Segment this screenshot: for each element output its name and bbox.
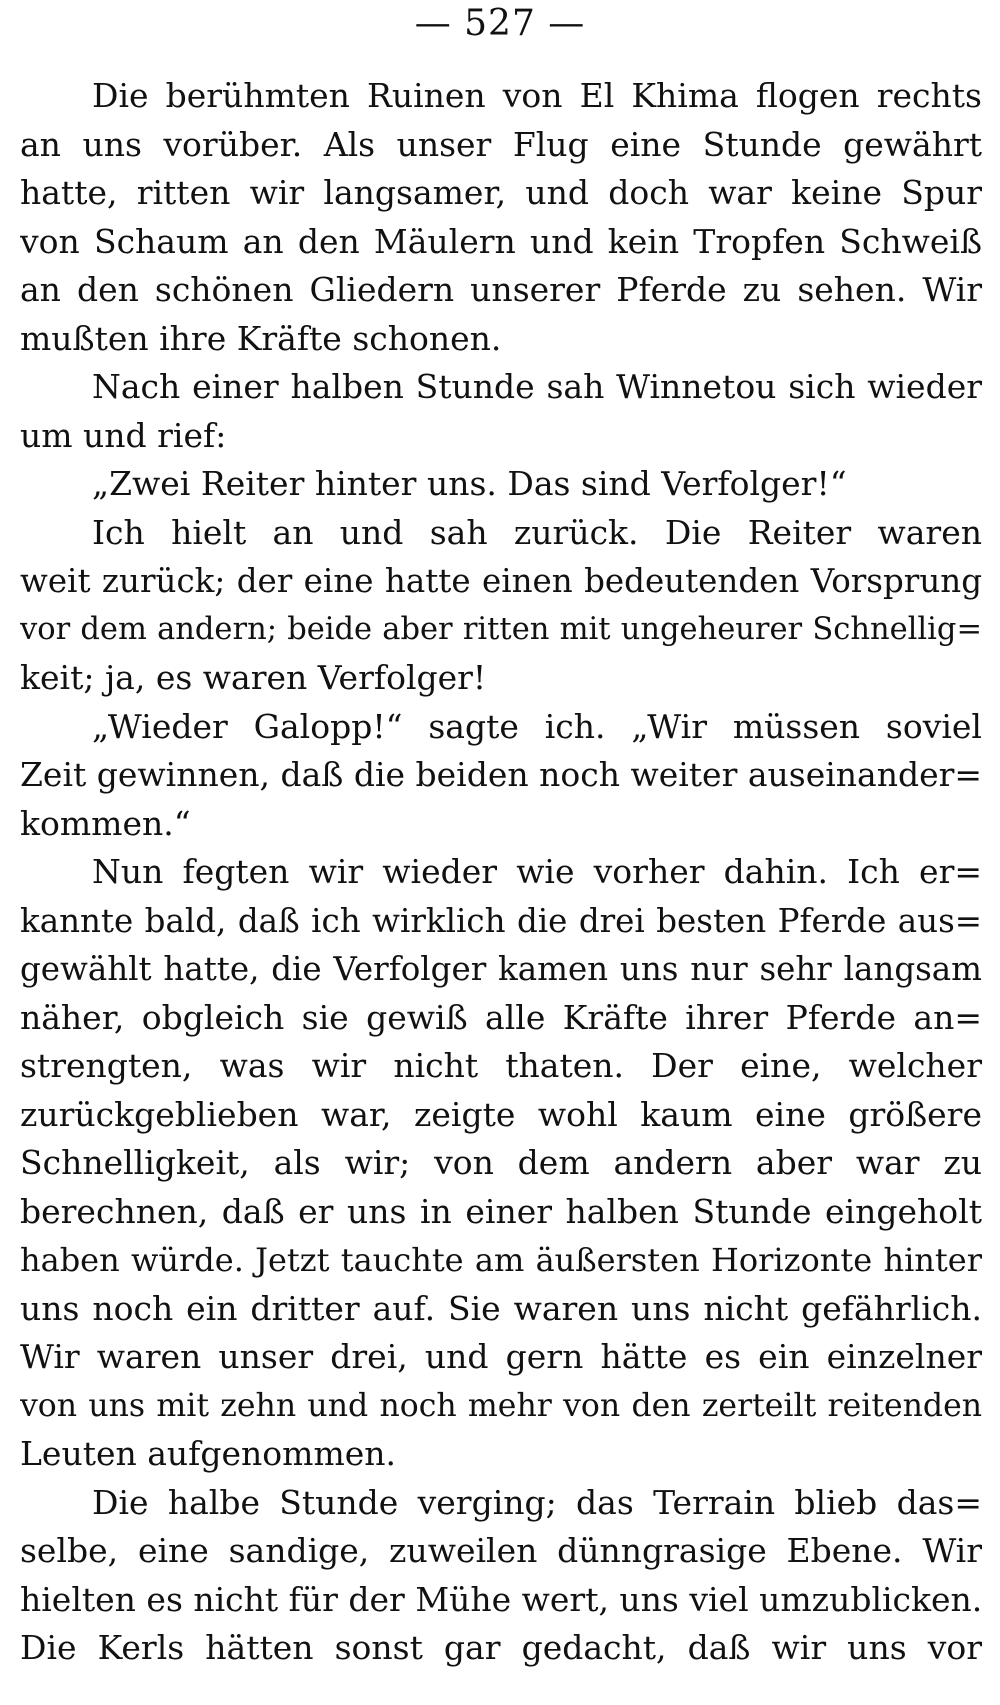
text-line: mußten ihre Kräfte schonen. [20,318,502,358]
body-text [20,72,982,1673]
text-line: Die Kerls hätten sonst gar gedacht, daß wir uns vor [20,1628,982,1667]
text-line: von Schaum an den Mäulern und kein Tropfen Schweiß [20,221,982,261]
page-number: — 527 — [414,3,586,44]
text-line: zurückgeblieben war, zeigte wohl kaum eine größere [20,1094,982,1134]
text-line: Schnelligkeit, als wir; von dem andern aber war zu [20,1143,982,1182]
text-line: uns noch ein dritter auf. Sie waren uns nicht gefährlich. [20,1288,982,1328]
text-line: berechnen, daß er uns in einer halben Stunde eingeholt [20,1191,982,1231]
text-line: „Zwei Reiter hinter uns. Das sind Verfolger!“ [92,464,847,503]
text-line: selbe, eine sandige, zuweilen dünngrasige Ebene. Wir [20,1531,982,1570]
text-line: kannte bald, daß ich wirklich die drei besten Pferde aus= [20,901,982,940]
text-line: um und rief: [20,415,227,455]
text-line: von uns mit zehn und noch mehr von den zerteilt reitenden [20,1387,982,1424]
text-line: weit zurück; der eine hatte einen bedeutenden Vorsprung [20,562,982,600]
text-line: hielten es nicht für der Mühe wert, uns viel umzublicken. [20,1579,982,1619]
text-line: näher, obgleich sie gewiß alle Kräfte ihrer Pferde an= [20,997,982,1037]
text-line: gewählt hatte, die Verfolger kamen uns nur sehr langsam [20,950,982,988]
text-line: keit; ja, es waren Verfolger! [20,658,487,697]
text-line: vor dem andern; beide aber ritten mit ungeheurer Schnellig= [20,611,982,647]
text-line: Zeit gewinnen, daß die beiden noch weiter auseinander= [20,755,982,794]
text-line: kommen.“ [20,803,191,843]
text-line: Nach einer halben Stunde sah Winnetou sich wieder [92,367,982,406]
text-line: Die halbe Stunde verging; das Terrain blieb das= [92,1482,982,1522]
text-line: Wir waren unser drei, und gern hätte es ein einzelner [20,1337,982,1376]
text-line: Nun fegten wir wieder wie vorher dahin. Ich er= [92,852,982,891]
text-line: an den schönen Gliedern unserer Pferde zu sehen. Wir [20,270,982,309]
text-line: Leuten aufgenommen. [20,1434,397,1473]
text-line: haben würde. Jetzt tauchte am äußersten Horizonte hinter [20,1241,982,1279]
text-line: an uns vorüber. Als unser Flug eine Stunde gewährt [20,124,982,164]
text-line: „Wieder Galopp!“ sagte ich. „Wir müssen soviel [92,706,982,746]
text-line: Ich hielt an und sah zurück. Die Reiter waren [92,512,982,552]
text-line: hatte, ritten wir langsamer, und doch war keine Spur [20,173,982,212]
text-line: strengten, was wir nicht thaten. Der eine, welcher [20,1046,982,1085]
text-line: Die berühmten Ruinen von El Khima flogen rechts [92,76,982,115]
